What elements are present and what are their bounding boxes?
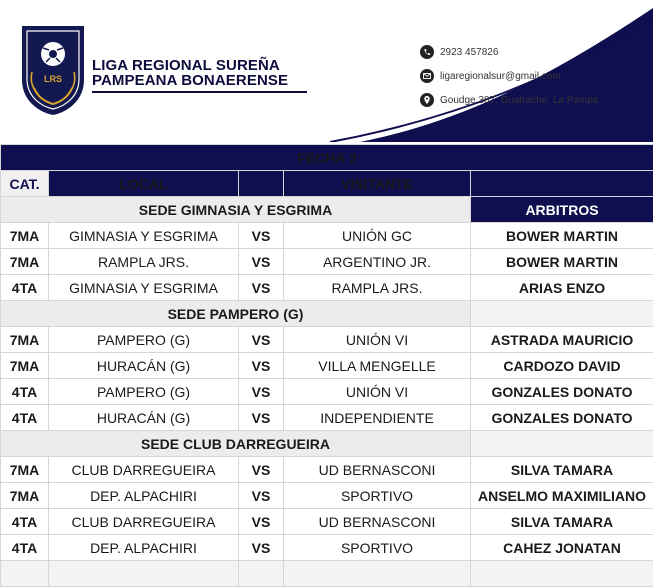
match-vs: VS [239, 509, 284, 535]
col-spacer [239, 171, 284, 197]
match-category: 7MA [1, 223, 49, 249]
sede-row [1, 197, 653, 223]
match-local-team: GIMNASIA Y ESGRIMA [49, 275, 239, 301]
match-local-team: CLUB DARREGUEIRA [49, 509, 239, 535]
match-visitante-team: RAMPLA JRS. [284, 275, 471, 301]
match-referee: SILVA TAMARA [471, 457, 653, 483]
match-referee: CAHEZ JONATAN [471, 535, 653, 561]
sede-name: SEDE GIMNASIA Y ESGRIMA [1, 197, 471, 223]
match-visitante-team: UD BERNASCONI [284, 509, 471, 535]
match-visitante-team: VILLA MENGELLE [284, 353, 471, 379]
arbitro-blank [471, 301, 653, 327]
arbitro-blank [471, 431, 653, 457]
match-vs: VS [239, 327, 284, 353]
match-vs: VS [239, 379, 284, 405]
svg-text:LRS: LRS [44, 74, 62, 84]
match-category: 7MA [1, 483, 49, 509]
empty-cell [1, 561, 49, 587]
match-visitante-team: SPORTIVO [284, 535, 471, 561]
col-arbitros-blank [471, 171, 653, 197]
match-row [1, 457, 653, 483]
league-name-line1: LIGA REGIONAL SUREÑA [92, 58, 288, 73]
contact-email [420, 69, 561, 83]
league-name [92, 58, 288, 88]
empty-cell [284, 561, 471, 587]
match-referee: ASTRADA MAURICIO [471, 327, 653, 353]
match-local-team: PAMPERO (G) [49, 327, 239, 353]
match-vs: VS [239, 249, 284, 275]
email-icon [420, 69, 434, 83]
page-header [0, 0, 653, 142]
match-referee: GONZALES DONATO [471, 379, 653, 405]
sede-name: SEDE PAMPERO (G) [1, 301, 471, 327]
phone-icon [420, 45, 434, 59]
address-text: Goudge 387, Guatrache, La Pampa [440, 95, 598, 106]
match-category: 4TA [1, 509, 49, 535]
match-visitante-team: SPORTIVO [284, 483, 471, 509]
match-local-team: RAMPLA JRS. [49, 249, 239, 275]
match-row [1, 353, 653, 379]
match-referee: SILVA TAMARA [471, 509, 653, 535]
match-row [1, 223, 653, 249]
empty-cell [471, 561, 653, 587]
match-row [1, 535, 653, 561]
match-visitante-team: UD BERNASCONI [284, 457, 471, 483]
match-local-team: HURACÁN (G) [49, 353, 239, 379]
match-local-team: PAMPERO (G) [49, 379, 239, 405]
match-referee: BOWER MARTIN [471, 223, 653, 249]
match-category: 7MA [1, 249, 49, 275]
league-name-line2: PAMPEANA BONAERENSE [92, 73, 288, 88]
match-vs: VS [239, 223, 284, 249]
match-vs: VS [239, 275, 284, 301]
match-vs: VS [239, 353, 284, 379]
match-referee: CARDOZO DAVID [471, 353, 653, 379]
fixture-title-row [1, 145, 653, 171]
match-vs: VS [239, 457, 284, 483]
match-referee: ANSELMO MAXIMILIANO [471, 483, 653, 509]
match-category: 4TA [1, 379, 49, 405]
empty-cell [49, 561, 239, 587]
match-row [1, 509, 653, 535]
match-row [1, 327, 653, 353]
match-referee: ARIAS ENZO [471, 275, 653, 301]
sede-name: SEDE CLUB DARREGUEIRA [1, 431, 471, 457]
col-arbitros: ARBITROS [471, 197, 653, 223]
match-category: 4TA [1, 405, 49, 431]
email-text: ligaregionalsur@gmail.com [440, 71, 561, 82]
sede-row [1, 431, 653, 457]
match-row [1, 275, 653, 301]
match-category: 7MA [1, 457, 49, 483]
match-referee: BOWER MARTIN [471, 249, 653, 275]
sede-row [1, 301, 653, 327]
empty-cell [239, 561, 284, 587]
match-visitante-team: UNIÓN VI [284, 327, 471, 353]
col-visitante: VISITANTE [284, 171, 471, 197]
match-row [1, 405, 653, 431]
match-local-team: DEP. ALPACHIRI [49, 483, 239, 509]
col-local: LOCAL [49, 171, 239, 197]
match-category: 4TA [1, 275, 49, 301]
match-visitante-team: INDEPENDIENTE [284, 405, 471, 431]
match-local-team: DEP. ALPACHIRI [49, 535, 239, 561]
match-local-team: CLUB DARREGUEIRA [49, 457, 239, 483]
league-crest-icon [18, 22, 88, 117]
match-local-team: GIMNASIA Y ESGRIMA [49, 223, 239, 249]
match-visitante-team: ARGENTINO JR. [284, 249, 471, 275]
match-vs: VS [239, 535, 284, 561]
match-local-team: HURACÁN (G) [49, 405, 239, 431]
match-vs: VS [239, 405, 284, 431]
fixture-table [0, 144, 653, 587]
match-row [1, 379, 653, 405]
match-row [1, 249, 653, 275]
league-underline [92, 91, 307, 93]
match-category: 4TA [1, 535, 49, 561]
match-referee: GONZALES DONATO [471, 405, 653, 431]
match-visitante-team: UNIÓN GC [284, 223, 471, 249]
match-vs: VS [239, 483, 284, 509]
fixture-title: FECHA 3 [1, 145, 653, 171]
match-visitante-team: UNIÓN VI [284, 379, 471, 405]
match-category: 7MA [1, 327, 49, 353]
col-cat: CAT. [1, 171, 49, 197]
match-category: 7MA [1, 353, 49, 379]
contact-phone [420, 45, 498, 59]
contact-address [420, 93, 598, 107]
match-row [1, 483, 653, 509]
phone-text: 2923 457826 [440, 47, 498, 58]
column-header-row [1, 171, 653, 197]
location-pin-icon [420, 93, 434, 107]
footer-empty-row [1, 561, 653, 587]
